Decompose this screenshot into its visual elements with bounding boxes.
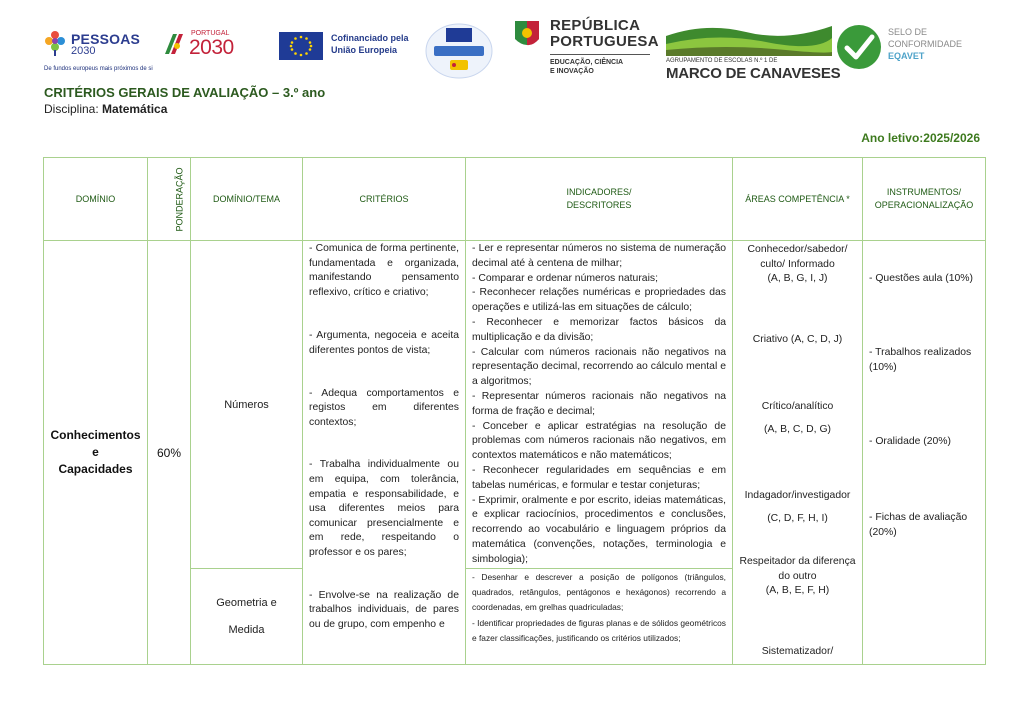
cell-areas-competencia	[733, 241, 863, 665]
indicador-item: - Ler e representar números no sistema de numeração decimal até à centena de milhar;	[472, 243, 726, 269]
area-competencia-item	[737, 489, 858, 526]
criterio-item: - Argumenta, negoceia e aceita diferentes pontos de vista;	[309, 330, 459, 356]
republica-portuguesa-logo	[513, 17, 663, 81]
header-indicadores	[466, 158, 733, 241]
header-instrumentos-line1: INSTRUMENTOS/	[886, 187, 962, 197]
pessoas-logo-line1: PESSOAS	[71, 31, 141, 47]
cell-tema-geometria	[191, 569, 303, 665]
document-title: CRITÉRIOS GERAIS DE AVALIAÇÃO – 3.º ano	[44, 85, 326, 100]
estrategica-badge-icon	[424, 22, 494, 80]
dominio-line3: Capacidades	[58, 462, 133, 476]
header-areas: ÁREAS COMPETÊNCIA *	[733, 158, 863, 241]
eu-logo-line1: Cofinanciado pela	[331, 33, 409, 43]
criterio-item: - Trabalha individualmente ou em equipa, com tolerância, empatia e responsabilidade, e usa diferentes meios para comunicar presencialmente e em rede, respeitando o professor e os pares;	[309, 459, 459, 558]
criterio-item: - Comunica de forma pertinente, fundamentada e organizada, manifestando pensamento reflexivo, crítico e criativo;	[309, 243, 459, 298]
header-indicadores-line1: INDICADORES/	[566, 187, 632, 197]
eu-logo-line2: União Europeia	[331, 45, 398, 55]
cell-indicadores-numeros	[466, 241, 733, 569]
cell-ponderacao: 60%	[148, 241, 191, 665]
table-row	[44, 241, 986, 569]
area-competencia-item	[737, 555, 858, 599]
agrupamento-logo-line1: AGRUPAMENTO DE ESCOLAS N.º 1 DE	[666, 58, 778, 64]
portugal-logo-line2: 2030	[189, 36, 234, 59]
republica-logo-ministry	[550, 58, 660, 76]
instrumento-item: - Trabalhos realizados (10%)	[869, 347, 972, 373]
cell-criterios	[303, 241, 466, 665]
portugal-2030-mark-icon	[163, 32, 185, 56]
area-codes: (C, D, F, H, I)	[767, 512, 828, 524]
area-name: Conhecedor/sabedor/ culto/ Informado	[747, 244, 848, 270]
indicador-item: - Calcular com números racionais não negativos na representação decimal, recorrendo ao cálculo mental e a algoritmos;	[472, 346, 726, 388]
republica-logo-line3: EDUCAÇÃO, CIÊNCIA	[550, 59, 624, 66]
indicador-item: - Reconhecer e memorizar factos básicos da multiplicação e da divisão;	[472, 316, 726, 343]
republica-divider	[550, 54, 650, 55]
instrumento-item: - Fichas de avaliação (20%)	[869, 512, 968, 538]
indicador-item: - Desenhar e descrever a posição de polígonos (triângulos, quadrados, retângulos, pentágonos e hexágonos) recorrendo a coordenadas, em grelhas quadriculadas;	[472, 572, 726, 613]
indicador-item: - Conceber e aplicar estratégias na resolução de problemas com números racionais não negativos, em contextos matemáticos e não matemáticos;	[472, 420, 726, 462]
republica-logo-line2: PORTUGUESA	[550, 33, 659, 50]
discipline-value: Matemática	[102, 102, 168, 116]
discipline-label: Disciplina:	[44, 102, 103, 116]
eu-flag-icon	[279, 32, 323, 60]
agrupamento-logo-line2: MARCO DE CANAVESES	[666, 65, 841, 82]
header-instrumentos	[863, 158, 986, 241]
instrumento-item: - Questões aula (10%)	[869, 273, 973, 284]
header-instrumentos-line2: OPERACIONALIZAÇÃO	[874, 200, 974, 210]
header-indicadores-line2: DESCRITORES	[566, 200, 632, 210]
tema-geometria-line1: Geometria e	[216, 596, 277, 609]
area-name: Crítico/analítico	[761, 401, 834, 412]
school-year: Ano letivo:2025/2026	[861, 131, 980, 145]
header-ponderacao-text: PONDERAÇÃO	[174, 166, 185, 232]
indicador-item: - Exprimir, oralmente e por escrito, ideias matemáticas, e explicar raciocínios, procedimentos e conclusões, recorrendo ao vocabulário e linguagem próprios da matemática (convenções, notações, terminologia e simbologia);	[472, 494, 726, 565]
area-competencia-item	[737, 243, 858, 287]
dominio-line1: Conhecimentos	[50, 428, 141, 442]
area-name: Criativo (A, C, D, J)	[752, 334, 843, 345]
area-competencia-item	[737, 400, 858, 437]
dominio-line2: e	[92, 445, 99, 459]
tema-geometria-line2: Medida	[228, 623, 265, 636]
eqavet-seal-logo	[836, 24, 986, 70]
pessoas-flower-icon	[44, 30, 66, 56]
cell-instrumentos	[863, 241, 986, 665]
area-codes: (A, B, E, F, H)	[765, 585, 830, 597]
area-name: Sistematizador/	[761, 646, 834, 657]
header-ponderacao	[148, 158, 191, 241]
area-name: Indagador/investigador	[744, 490, 851, 501]
republica-logo-line1: REPÚBLICA	[550, 17, 641, 34]
cell-indicadores-geometria	[466, 569, 733, 665]
pessoas-logo-tagline: De fundos europeus mais próximos de si	[44, 66, 153, 72]
eu-cofinanced-logo	[279, 32, 425, 58]
republica-emblem-icon	[513, 19, 541, 51]
header-criterios: CRITÉRIOS	[303, 158, 466, 241]
area-codes: (A, B, G, I, J)	[767, 273, 828, 285]
indicador-item: - Comparar e ordenar números naturais;	[472, 272, 658, 284]
pessoas-logo-line2: 2030	[71, 45, 96, 57]
portugal-logo-line1: PORTUGAL	[191, 30, 230, 37]
cell-tema-numeros: Números	[191, 241, 303, 569]
eqavet-logo-line3: EQAVET	[888, 51, 925, 61]
discipline-line	[44, 102, 167, 116]
criteria-table	[43, 157, 986, 665]
agrupamento-landscape-icon	[666, 18, 832, 56]
republica-logo-line4: E INOVAÇÃO	[550, 68, 594, 75]
cell-dominio	[44, 241, 148, 665]
area-competencia-item	[737, 645, 858, 660]
instrumento-item: - Oralidade (20%)	[869, 436, 952, 447]
area-name: Respeitador da diferença do outro	[739, 556, 856, 582]
header-tema: DOMÍNIO/TEMA	[191, 158, 303, 241]
criterio-item: - Envolve-se na realização de trabalhos individuais, de pares ou de grupo, com empenho e	[309, 589, 459, 630]
indicador-item: - Reconhecer relações numéricas e propriedades das operações e utilizá-las em situações de cálculo;	[472, 287, 726, 314]
indicador-item: - Reconhecer regularidades em sequências e em tabelas numéricas, e formular e testar conjeturas;	[472, 464, 726, 491]
eqavet-check-icon	[836, 24, 882, 70]
table-header-row	[44, 158, 986, 241]
agrupamento-marco-logo	[666, 18, 841, 82]
indicador-item: - Identificar propriedades de figuras planas e de sólidos geométricos e fazer classificações, justificando os critérios utilizados;	[472, 617, 726, 643]
portugal-2030-logo	[163, 28, 251, 62]
header-dominio: DOMÍNIO	[44, 158, 148, 241]
eqavet-logo-line1: SELO DE	[888, 27, 928, 37]
area-competencia-item	[737, 333, 858, 348]
criterio-item: - Adequa comportamentos e registos em diferentes contextos;	[309, 387, 459, 428]
area-codes: (A, B, C, D, G)	[764, 423, 831, 435]
eqavet-logo-line2: CONFORMIDADE	[888, 39, 962, 49]
indicador-item: - Representar números racionais não negativos na forma de fração e decimal;	[472, 390, 726, 417]
